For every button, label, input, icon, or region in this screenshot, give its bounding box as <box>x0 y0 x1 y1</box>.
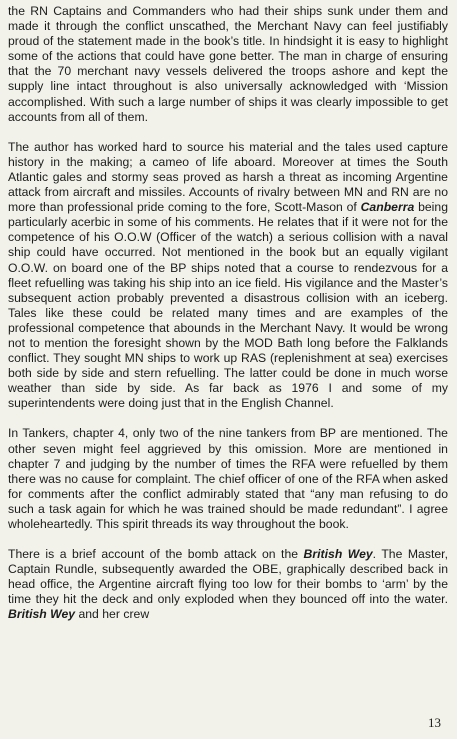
ship-name-british-wey-1: British Wey <box>303 547 373 562</box>
paragraph-3-text: In Tankers, chapter 4, only two of the nine tankers from BP are mentioned. The other seven might feel aggrieved by this omission. More are mentioned in chapter 7 and judging by the number of times the RFA were refuelled by them there was no cause for complaint. The chief officer of one of the RFA when asked for comments after the conflict admirably stated that “any man refusing to do such a task again for which he was trained should be made redundant”. I agree wholeheartedly. This spirit threads its way throughout the book. <box>8 426 448 531</box>
paragraph-2-text-a: The author has worked hard to source his material and the tales used capture history in the making; a cameo of life aboard. Moreover at times the South Atlantic gales and stormy seas proved as harsh a threat as incoming Argentine attack from aircraft and missiles. Accounts of rivalry between MN and RN are no more than professional pride coming to the fore, Scott-Mason of <box>8 139 448 215</box>
paragraph-4-text-b: . The Master, Captain Rundle, subsequently awarded the OBE, graphically described back in head office, the Argentine aircraft flying too low for their bombs to ‘arm’ by the time they hit the deck and only exploded when they bounced off into the water. <box>8 547 448 607</box>
page-number: 13 <box>428 715 441 730</box>
ship-name-canberra: Canberra <box>360 200 415 215</box>
paragraph-4-text-c: and her crew <box>75 607 150 622</box>
paragraph-4-text-a: There is a brief account of the bomb attack on the <box>8 547 304 562</box>
paragraph-3 <box>8 426 448 532</box>
ship-name-british-wey-2: British Wey <box>8 607 76 622</box>
paragraph-1-text: the RN Captains and Commanders who had their ships sunk under them and made it through the conflict unscathed, the Merchant Navy can feel justifiably proud of the statement made in the book’s title. In hindsight it is easy to highlight some of the actions that could have gone better. The man in charge of ensuring that the 70 merchant navy vessels delivered the troops ashore and kept the supply line intact throughout is also universally acknowledged with ‘Mission accomplished. With such a large number of ships it was clearly impossible to get accounts from all of them. <box>8 4 448 124</box>
paragraph-2 <box>8 140 448 412</box>
paragraph-4 <box>8 547 448 622</box>
paragraph-2-text-b: being particularly acerbic in some of his comments. He relates that if it were not for the competence of his O.O.W (Officer of the watch) a serious collision with a naval ship could have occurred. Not mentioned in the book but an equally vigilant O.O.W. on board one of the BP ships noted that a course to rendezvous for a fleet refuelling was taking his ship into an ice field. His vigilance and the Master’s subsequent action probably prevented a disastrous collision with an iceberg. Tales like these could be related many times and are examples of the professional competence that abounds in the Merchant Navy. It would be wrong not to mention the foresight shown by the MOD Bath long before the Falklands conflict. They sought MN ships to work up RAS (replenishment at sea) exercises both side by side and stern refuelling. The latter could be done in much worse weather than side by side. As far back as 1976 I and some of my superintendents were doing just that in the English Channel. <box>8 200 448 411</box>
paragraph-1 <box>8 4 448 125</box>
